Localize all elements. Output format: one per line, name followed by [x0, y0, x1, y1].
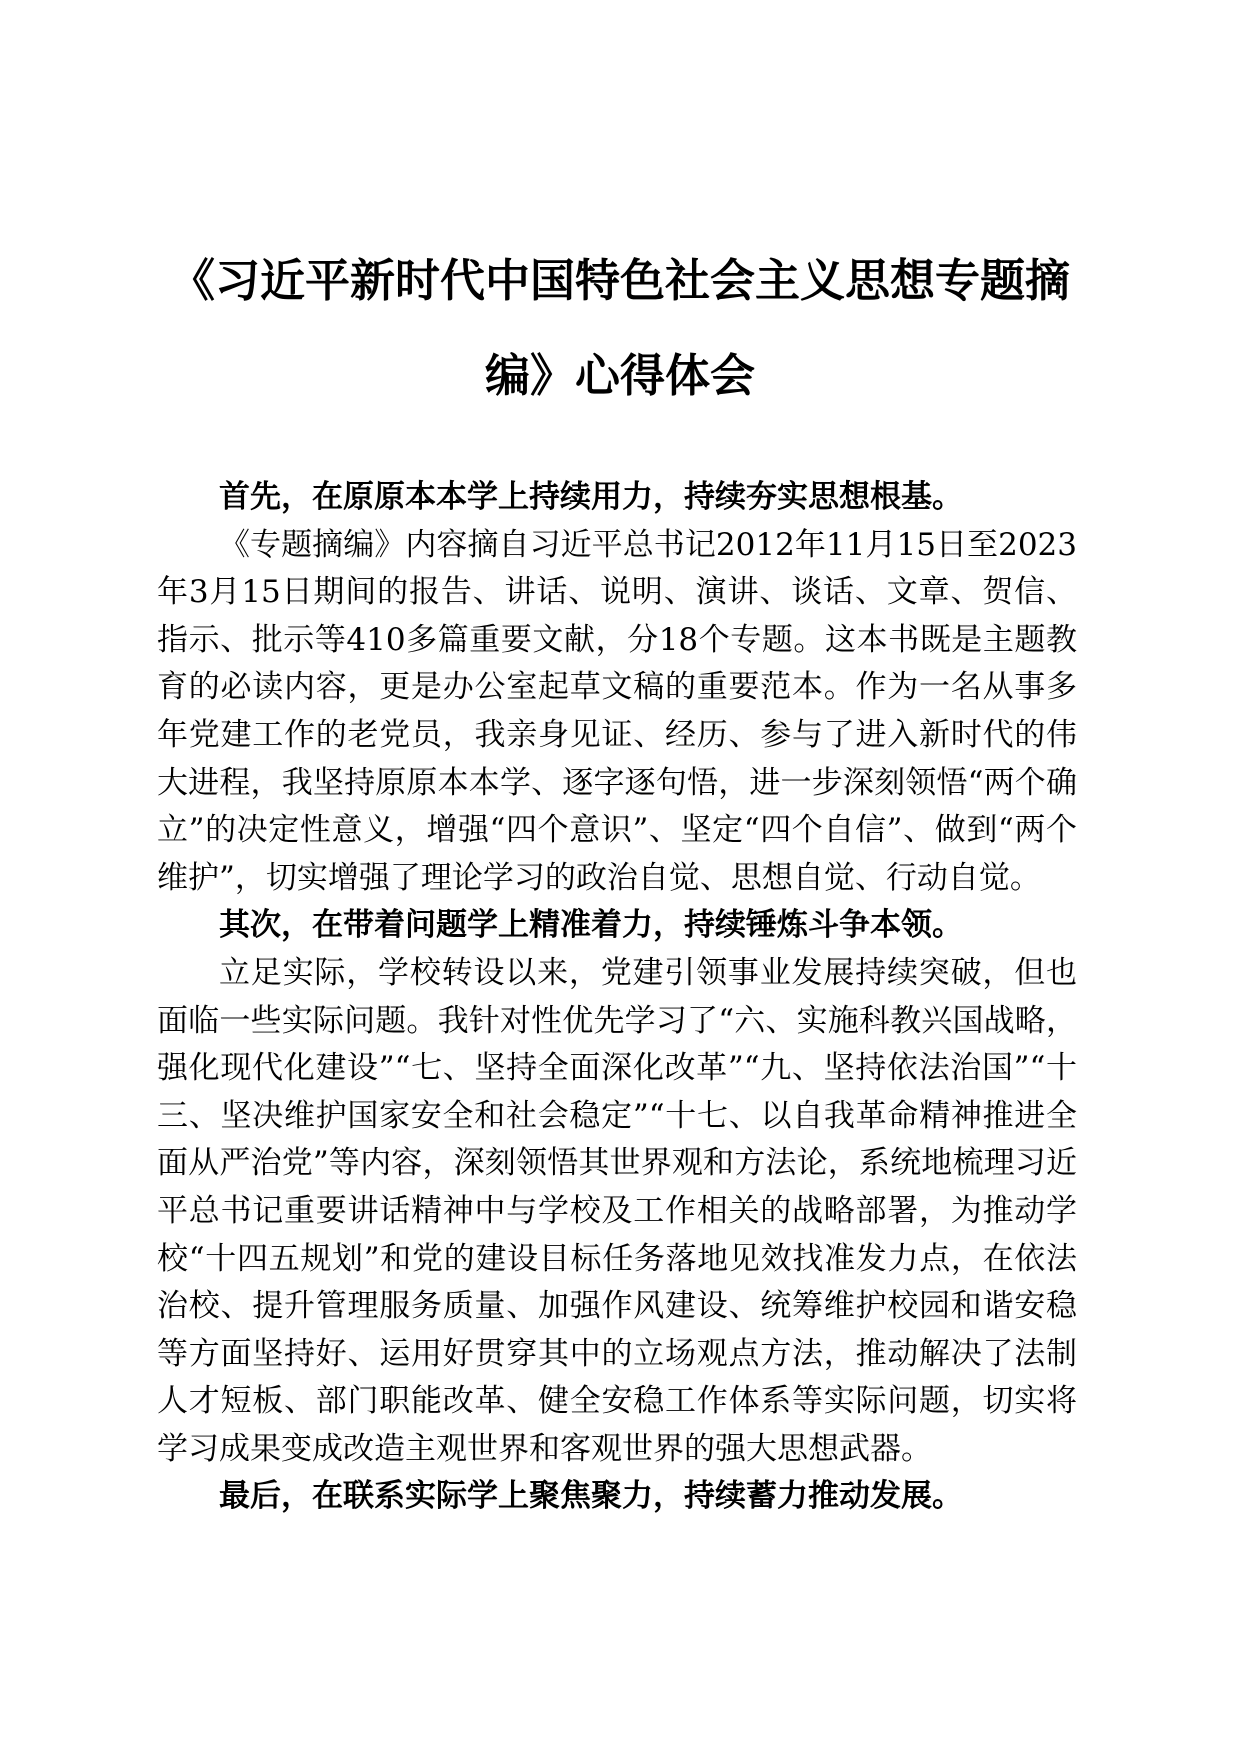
section-heading-first: 首先，在原原本本学上持续用力，持续夯实思想根基。	[219, 479, 963, 515]
section-heading-last: 最后，在联系实际学上聚焦聚力，持续蓄力推动发展。	[219, 1478, 963, 1515]
section-heading-second: 其次，在带着问题学上精准着力，持续锤炼斗争本领。	[219, 907, 963, 944]
paragraph-first: 《专题摘编》内容摘自习近平总书记2012年11月15日至2023年3月15日期间的报告、讲话、说明、演讲、谈话、文章、贺信、指示、批示等410多篇重要文献，分18个专题。这本书既是主题教育的必读内容，更是办公室起草文稿的重要范本。作为一名从事多年党建工作的老党员，我亲身见证、经历、参与了进入新时代的伟大进程，我坚持原原本本学、逐字逐句悟，进一步深刻领悟“两个确立”的决定性意义，增强“四个意识”、坚定“四个自信”、做到“两个维护”，切实增强了理论学习的政治自觉、思想自觉、行动自觉。	[157, 526, 1077, 896]
paragraph-second: 立足实际，学校转设以来，党建引领事业发展持续突破，但也面临一些实际问题。我针对性优先学习了“六、实施科教兴国战略，强化现代化建设”“七、坚持全面深化改革”“九、坚持依法治国”“十三、坚决维护国家安全和社会稳定”“十七、以自我革命精神推进全面从严治党”等内容，深刻领悟其世界观和方法论，系统地梳理习近平总书记重要讲话精神中与学校及工作相关的战略部署，为推动学校“十四五规划”和党的建设目标任务落地见效找准发力点，在依法治校、提升管理服务质量、加强作风建设、统筹维护校园和谐安稳等方面坚持好、运用好贯穿其中的立场观点方法，推动解决了法制人才短板、部门职能改革、健全安稳工作体系等实际问题，切实将学习成果变成改造主观世界和客观世界的强大思想武器。	[157, 954, 1077, 1467]
document-title: 《习近平新时代中国特色社会主义思想专题摘编》心得体会	[169, 254, 1070, 402]
document-body	[157, 474, 1077, 1521]
